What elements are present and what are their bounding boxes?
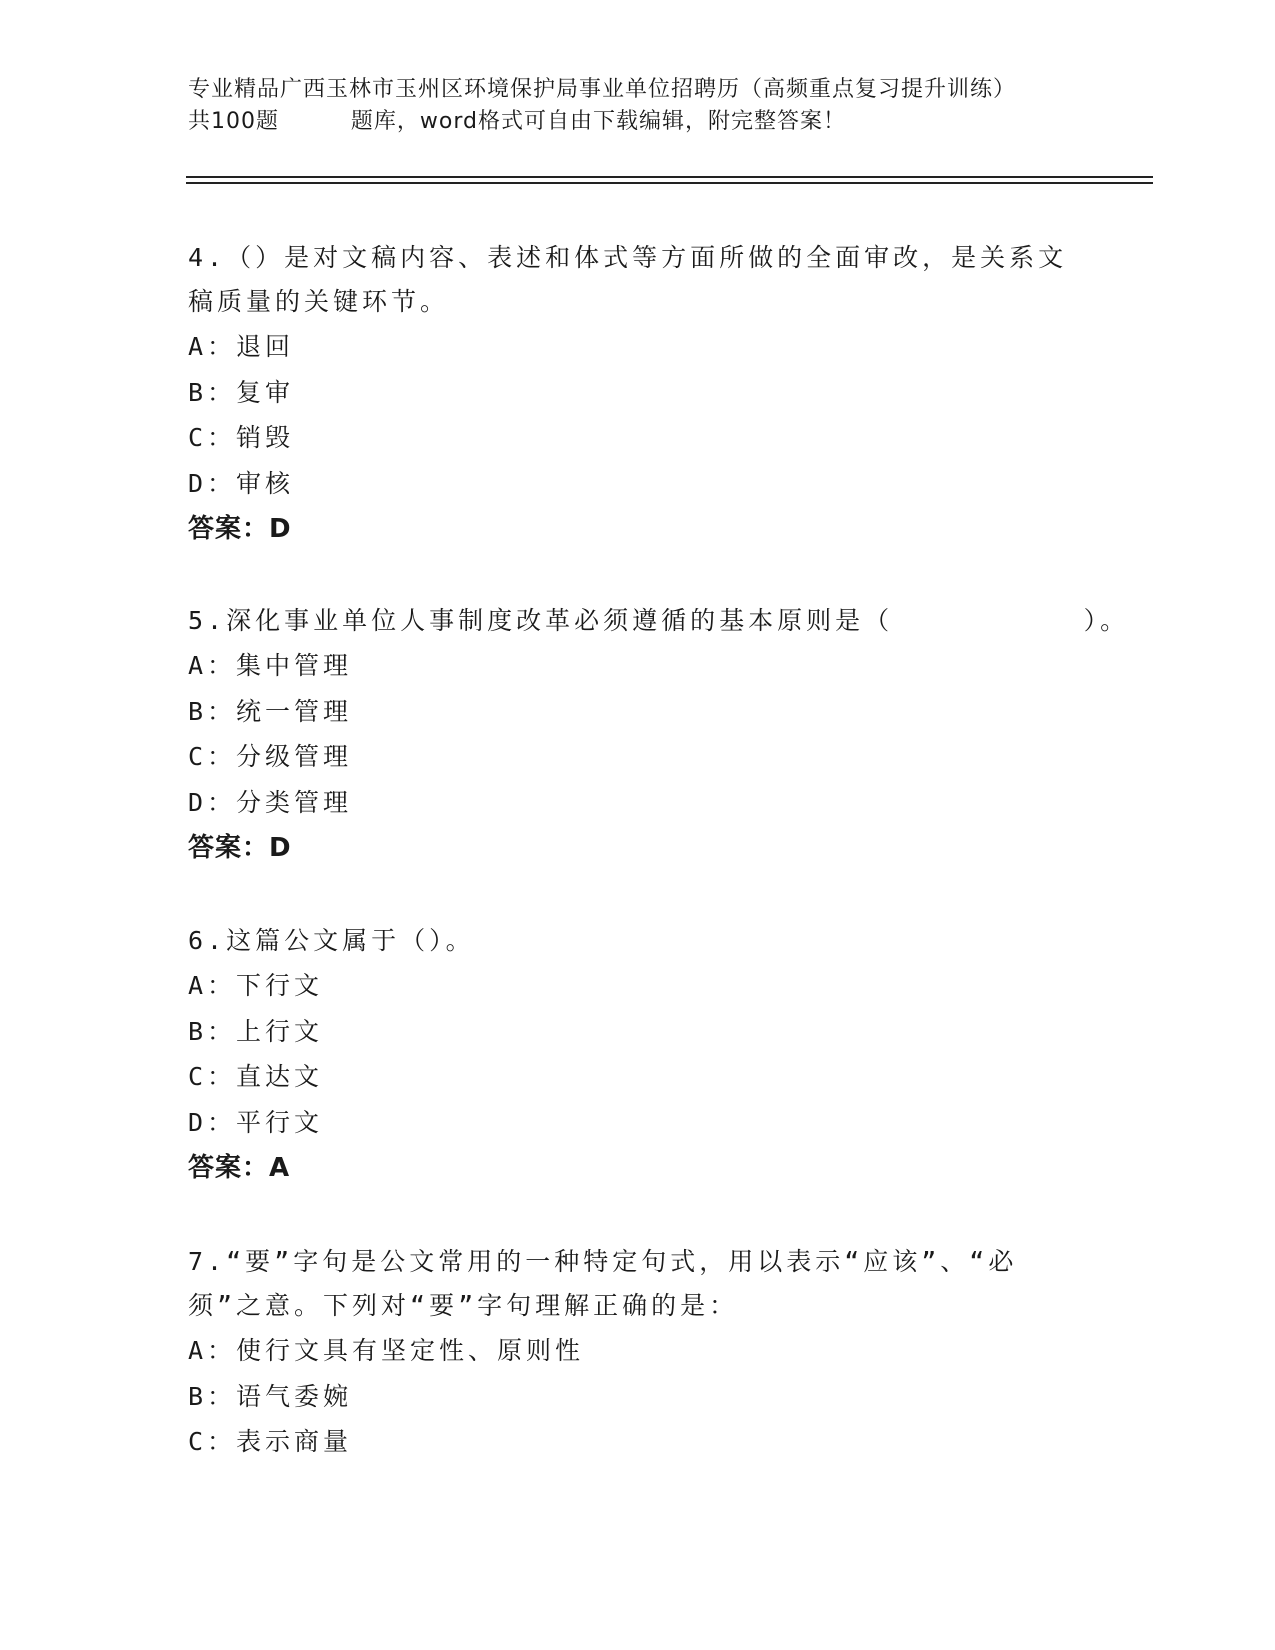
question-stem — [188, 1240, 1088, 1328]
option-b: B：复审 — [188, 377, 295, 407]
question-6 — [188, 919, 1088, 1191]
option-b: B：上行文 — [188, 1016, 324, 1046]
question-stem-line-2: 稿质量的关键环节。 — [188, 287, 450, 316]
answer-label: 答案：A — [188, 1153, 291, 1183]
option-a: A：集中管理 — [188, 651, 353, 680]
header-divider-bottom — [186, 182, 1153, 184]
option-c: C：表示商量 — [188, 1427, 353, 1456]
option-c: C：分级管理 — [188, 742, 353, 771]
option-b: B：统一管理 — [188, 696, 353, 726]
option-c: C：销毁 — [188, 423, 295, 452]
answer-label: 答案：D — [188, 514, 292, 544]
header-divider-top — [186, 176, 1153, 178]
option-a: A：下行文 — [188, 971, 324, 1000]
option-d: D：审核 — [188, 468, 295, 498]
answer-label: 答案：D — [188, 833, 292, 863]
header-title-line: 专业精品广西玉林市玉州区环境保护局事业单位招聘历（高频重点复习提升训练） — [188, 77, 1017, 102]
question-stem-line-1: 7.“要”字句是公文常用的一种特定句式，用以表示“应该”、“必 — [188, 1247, 1018, 1276]
document-header — [188, 74, 1148, 138]
question-stem — [188, 919, 1088, 963]
option-b: B：语气委婉 — [188, 1381, 353, 1411]
question-stem-line-2: 须”之意。下列对“要”字句理解正确的是： — [188, 1291, 739, 1320]
question-stem-line-1: 5.深化事业单位人事制度改革必须遵循的基本原则是（ ）。 — [188, 606, 1130, 635]
option-a: A：退回 — [188, 332, 295, 361]
question-5 — [188, 599, 1130, 871]
option-c: C：直达文 — [188, 1062, 324, 1091]
header-subtitle-line: 共100题 题库，word格式可自由下载编辑，附完整答案！ — [188, 109, 847, 134]
question-stem-line-1: 6.这篇公文属于（）。 — [188, 926, 475, 955]
question-stem — [188, 599, 1130, 643]
question-stem — [188, 236, 1088, 324]
question-4 — [188, 236, 1088, 552]
option-d: D：分类管理 — [188, 787, 353, 817]
question-7 — [188, 1240, 1088, 1465]
option-a: A：使行文具有坚定性、原则性 — [188, 1336, 585, 1365]
question-stem-line-1: 4.（）是对文稿内容、表述和体式等方面所做的全面审改，是关系文 — [188, 243, 1068, 272]
option-d: D：平行文 — [188, 1107, 324, 1137]
